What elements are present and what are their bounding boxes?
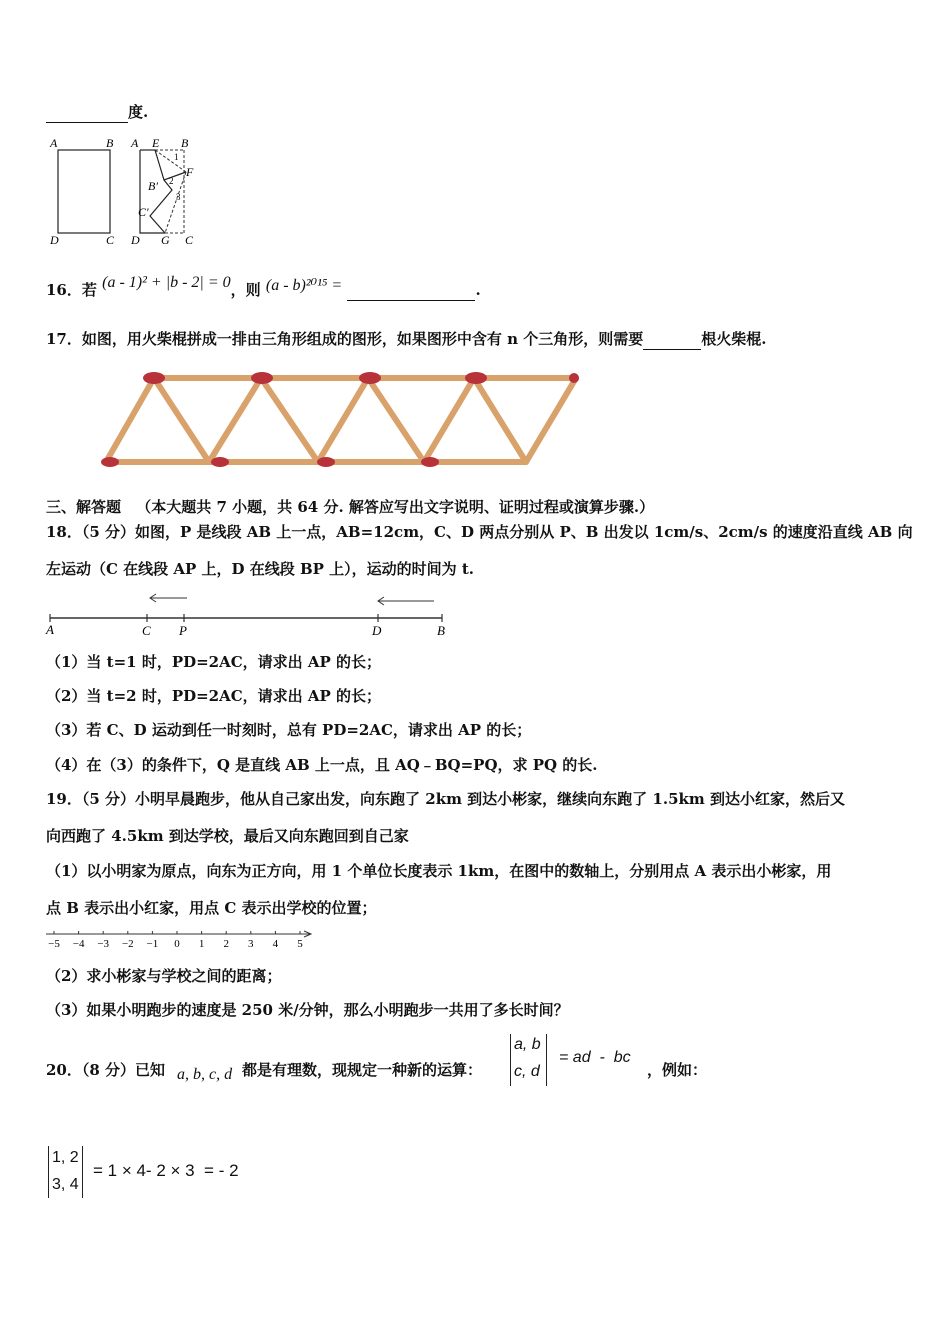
q15-blank: [46, 102, 128, 123]
q18-label-b: B: [437, 623, 445, 638]
match-diag-5: [318, 378, 368, 462]
number-line-tick-label: −4: [72, 938, 85, 950]
rectangle-abcd: [58, 150, 110, 233]
match-diag-8: [474, 378, 526, 462]
q19-line2: 向西跑了 4.5km 到达学校，最后又向东跑回到自己家: [46, 827, 409, 845]
match-head-bottom-3: [317, 457, 335, 467]
section3-note: （本大题共 7 小题，共 64 分. 解答应写出文字说明、证明过程或演算步骤.）: [136, 498, 655, 516]
label-c-left: C: [106, 233, 115, 247]
q16-ruo: 若: [81, 281, 97, 299]
q20-rule: = ad - bc: [559, 1049, 631, 1066]
match-diag-4: [261, 378, 318, 462]
q16-number: 16．: [46, 281, 82, 299]
q16-expr1: (a - 1)² + |b - 2| = 0: [102, 274, 231, 291]
label-d-right: D: [131, 233, 140, 247]
match-head-top-3: [359, 372, 381, 384]
q20-example-rule: = 1 × 4- 2 × 3 = - 2: [93, 1161, 239, 1180]
q19-number-line: [44, 928, 324, 952]
number-line-tick-label: 2: [223, 938, 229, 950]
q20-suffix: ，例如：: [647, 1061, 708, 1079]
q16-ze: ，则: [230, 281, 261, 299]
label-f: F: [186, 165, 194, 179]
match-head-bottom-2: [211, 457, 229, 467]
q18-line1: 18．（5 分）如图，P 是线段 AB 上一点，AB=12cm，C、D 两点分别从 P、B 出发以 1cm/s、2cm/s 的速度沿直线 AB 向: [46, 523, 913, 541]
match-diag-2: [154, 378, 209, 462]
angle-label-2: 2: [169, 176, 174, 186]
det-left-bar: [510, 1034, 511, 1086]
q18-sub1: （1）当 t=1 时，PD=2AC，请求出 AP 的长；: [46, 653, 382, 671]
number-line-tick-label: 0: [174, 938, 180, 950]
match-head-top-5: [569, 373, 579, 383]
matchstick-figure: [96, 366, 586, 476]
q20-determinant: [510, 1034, 550, 1088]
q18-label-a: A: [46, 622, 54, 637]
q18-sub3: （3）若 C、D 运动到任一时刻时，总有 PD=2AC，请求出 AP 的长；: [46, 721, 532, 739]
label-c-prime: C′: [138, 205, 149, 219]
ex-det-bottom-row: 3, 4: [52, 1176, 79, 1193]
label-d-left: D: [50, 233, 59, 247]
q17-tail: 根火柴棍.: [701, 330, 767, 348]
match-head-bottom-4: [421, 457, 439, 467]
label-b-right: B: [181, 136, 189, 150]
number-line-tick-label: −1: [146, 938, 159, 950]
q16-end: .: [475, 281, 481, 299]
match-head-bottom-1: [101, 457, 119, 467]
label-a-left: A: [50, 136, 58, 150]
q15-tail: 度.: [128, 103, 149, 121]
q19-sub1-line1: （1）以小明家为原点，向东为正方向，用 1 个单位长度表示 1km，在图中的数轴上，分别用点 A 表示出小彬家，用: [46, 862, 832, 880]
label-b-prime: B′: [148, 179, 158, 193]
label-b-left: B: [106, 136, 114, 150]
label-a-right: A: [131, 136, 139, 150]
q17-blank: [643, 329, 701, 350]
q19-sub1-line2: 点 B 表示出小红家，用点 C 表示出学校的位置；: [46, 899, 377, 917]
q19-line1: 19．（5 分）小明早晨跑步，他从自己家出发，向东跑了 2km 到达小彬家，继续向东跑了 1.5km 到达小红家，然后又: [46, 790, 845, 808]
det-right-bar: [546, 1034, 547, 1086]
q20-example-determinant: [48, 1146, 88, 1200]
match-head-top-1: [143, 372, 165, 384]
q18-label-p: P: [179, 623, 187, 638]
match-diag-6: [368, 378, 424, 462]
q18-line2: 左运动（C 在线段 AP 上，D 在线段 BP 上），运动的时间为 t.: [46, 560, 475, 578]
q20-vars: a, b, c, d: [177, 1066, 233, 1083]
q18-sub2: （2）当 t=2 时，PD=2AC，请求出 AP 的长；: [46, 687, 382, 705]
number-line-tick-label: 5: [297, 938, 303, 950]
q18-segment-figure: [44, 590, 454, 640]
number-line-tick-label: 1: [198, 938, 205, 950]
q19-sub2: （2）求小彬家与学校之间的距离；: [46, 967, 282, 985]
angle-label-3: 3: [176, 192, 181, 202]
match-diag-9: [526, 378, 576, 462]
q16-blank: [347, 280, 475, 301]
det-bottom-row: c, d: [514, 1063, 540, 1080]
q20-prefix: 20．（8 分）已知: [46, 1061, 166, 1079]
q16-expr2: (a - b)²⁰¹⁵ =: [265, 277, 343, 294]
q17-line: [46, 329, 766, 350]
q20-mid: 都是有理数，现规定一种新的运算：: [242, 1061, 483, 1079]
match-diag-1: [106, 378, 154, 462]
ex-det-right-bar: [82, 1146, 83, 1198]
ex-det-left-bar: [48, 1146, 49, 1198]
q18-label-c: C: [142, 623, 151, 638]
match-head-top-4: [465, 372, 487, 384]
q15-answer-line: [46, 102, 148, 123]
number-line-tick-label: 3: [248, 938, 254, 950]
label-c-right: C: [185, 233, 194, 247]
q17-text: 17．如图，用火柴棍拼成一排由三角形组成的图形，如果图形中含有 n 个三角形，则需要: [46, 330, 644, 348]
section3-title: 三、解答题: [46, 498, 122, 516]
det-top-row: a, b: [514, 1036, 541, 1053]
number-line-tick-label: −5: [48, 938, 60, 950]
q18-label-d: D: [372, 623, 382, 638]
number-line-tick-label: 4: [272, 938, 279, 950]
q19-sub3: （3）如果小明跑步的速度是 250 米/分钟，那么小明跑步一共用了多长时间？: [46, 1001, 569, 1019]
q16-line: [46, 274, 481, 301]
label-e-right: E: [152, 136, 160, 150]
angle-label-1: 1: [174, 152, 179, 162]
match-diag-7: [424, 378, 474, 462]
fold-dashed-diagonal: [155, 150, 186, 172]
number-line-tick-label: −2: [121, 938, 134, 950]
match-diag-3: [209, 378, 261, 462]
q18-sub4: （4）在（3）的条件下，Q 是直线 AB 上一点，且 AQ﹣BQ=PQ，求 PQ 的长.: [46, 756, 598, 774]
number-line-tick-label: −3: [97, 938, 110, 950]
ex-det-top-row: 1, 2: [52, 1149, 79, 1166]
q15-figure: [40, 134, 210, 250]
match-head-top-2: [251, 372, 273, 384]
section3-heading: [46, 497, 654, 517]
label-g: G: [161, 233, 170, 247]
